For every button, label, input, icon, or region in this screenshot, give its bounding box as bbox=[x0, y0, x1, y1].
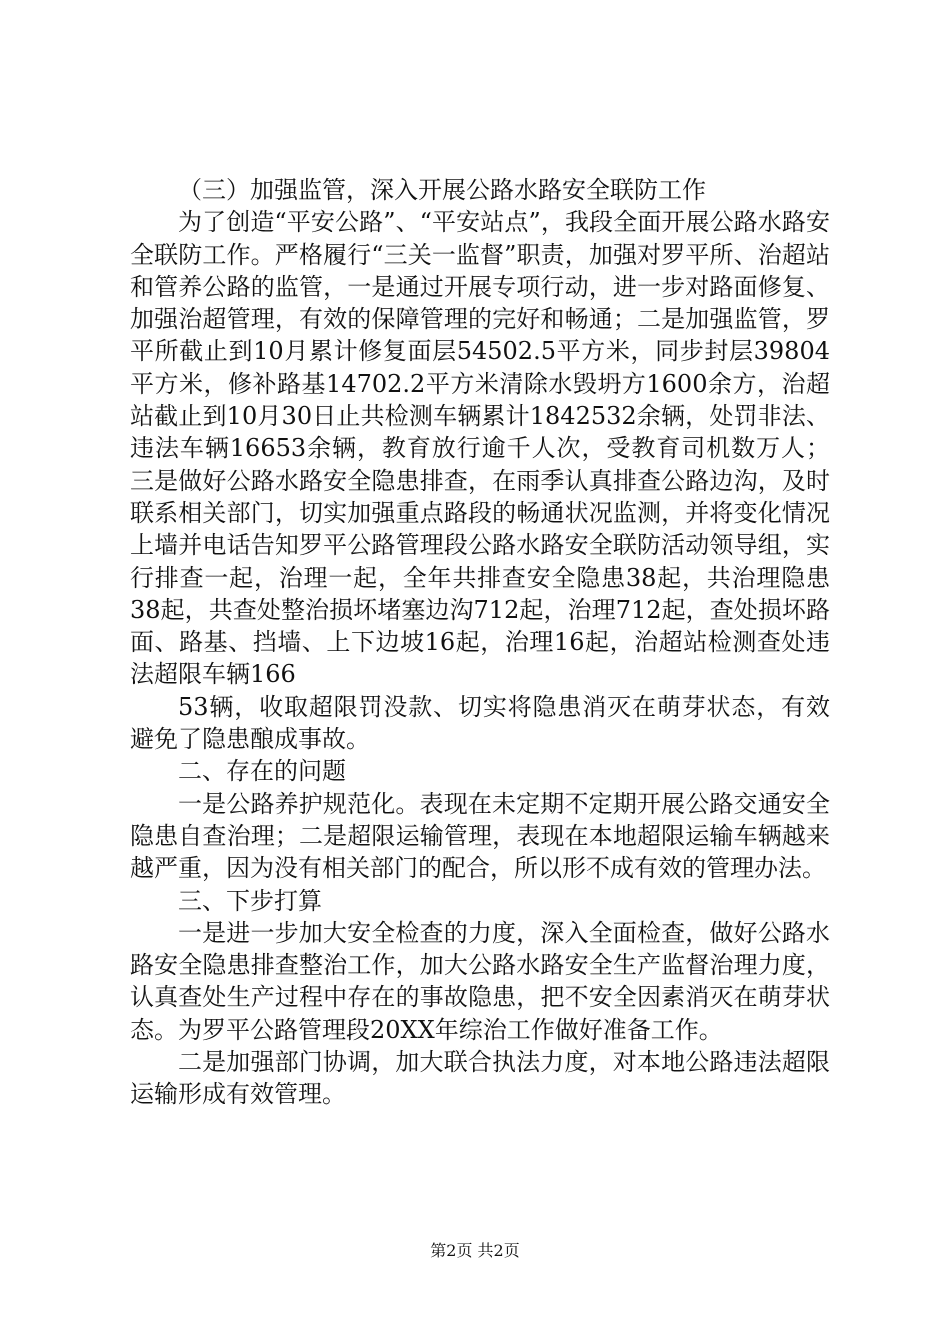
section-heading-strengthen-supervision: （三）加强监管，深入开展公路水路安全联防工作 bbox=[178, 176, 706, 204]
section-heading-problems: 二、存在的问题 bbox=[178, 757, 346, 786]
body-paragraph-problems: 一是公路养护规范化。表现在未定期不定期开展公路交通安全隐患自查治理；二是超限运输管理，表现在本地超限运输车辆越来越严重，因为没有相关部门的配合，所以形不成有效的管理办法。 bbox=[130, 789, 830, 883]
body-paragraph-continuation: 53辆，收取超限罚没款、切实将隐患消灭在萌芽状态，有效避免了隐患酿成事故。 bbox=[130, 692, 830, 754]
body-paragraph-next-step-two: 二是加强部门协调，加大联合执法力度，对本地公路违法超限运输形成有效管理。 bbox=[130, 1048, 830, 1109]
document-body bbox=[130, 174, 830, 1111]
body-paragraph-next-step-one: 一是进一步加大安全检查的力度，深入全面检查，做好公路水路安全隐患排查整治工作，加大公路水路安全生产监督治理力度，认真查处生产过程中存在的事故隐患，把不安全因素消灭在萌芽状态。为罗平公路管理段20XX年综治工作做好准备工作。 bbox=[130, 918, 830, 1044]
body-paragraph-safety-work: 为了创造“平安公路”、“平安站点”，我段全面开展公路水路安全联防工作。严格履行“三关一监督”职责，加强对罗平所、治超站和管养公路的监管，一是通过开展专项行动，进一步对路面修复、加强治超管理，有效的保障管理的完好和畅通；二是加强监管，罗平所截止到10月累计修复面层54502.5平方米，同步封层39804平方米，修补路基14702.2平方米清除水毁坍方1600余方，治超站截止到10月30日止共检测车辆累计1842532余辆，处罚非法、违法车辆16653余辆，教育放行逾千人次，受教育司机数万人；三是做好公路水路安全隐患排查，在雨季认真排查公路边沟，及时联系相关部门，切实加强重点路段的畅通状况监测，并将变化情况上墙并电话告知罗平公路管理段公路水路安全联防活动领导组，实行排查一起，治理一起，全年共排查安全隐患38起，共治理隐患38起，共查处整治损坏堵塞边沟712起，治理712起，查处损坏路面、路基、挡墙、上下边坡16起，治理16起，治超站检测查处违法超限车辆166 bbox=[130, 208, 830, 689]
page-number-footer: 第2页 共2页 bbox=[430, 1241, 520, 1260]
section-heading-next-steps: 三、下步打算 bbox=[178, 886, 322, 915]
